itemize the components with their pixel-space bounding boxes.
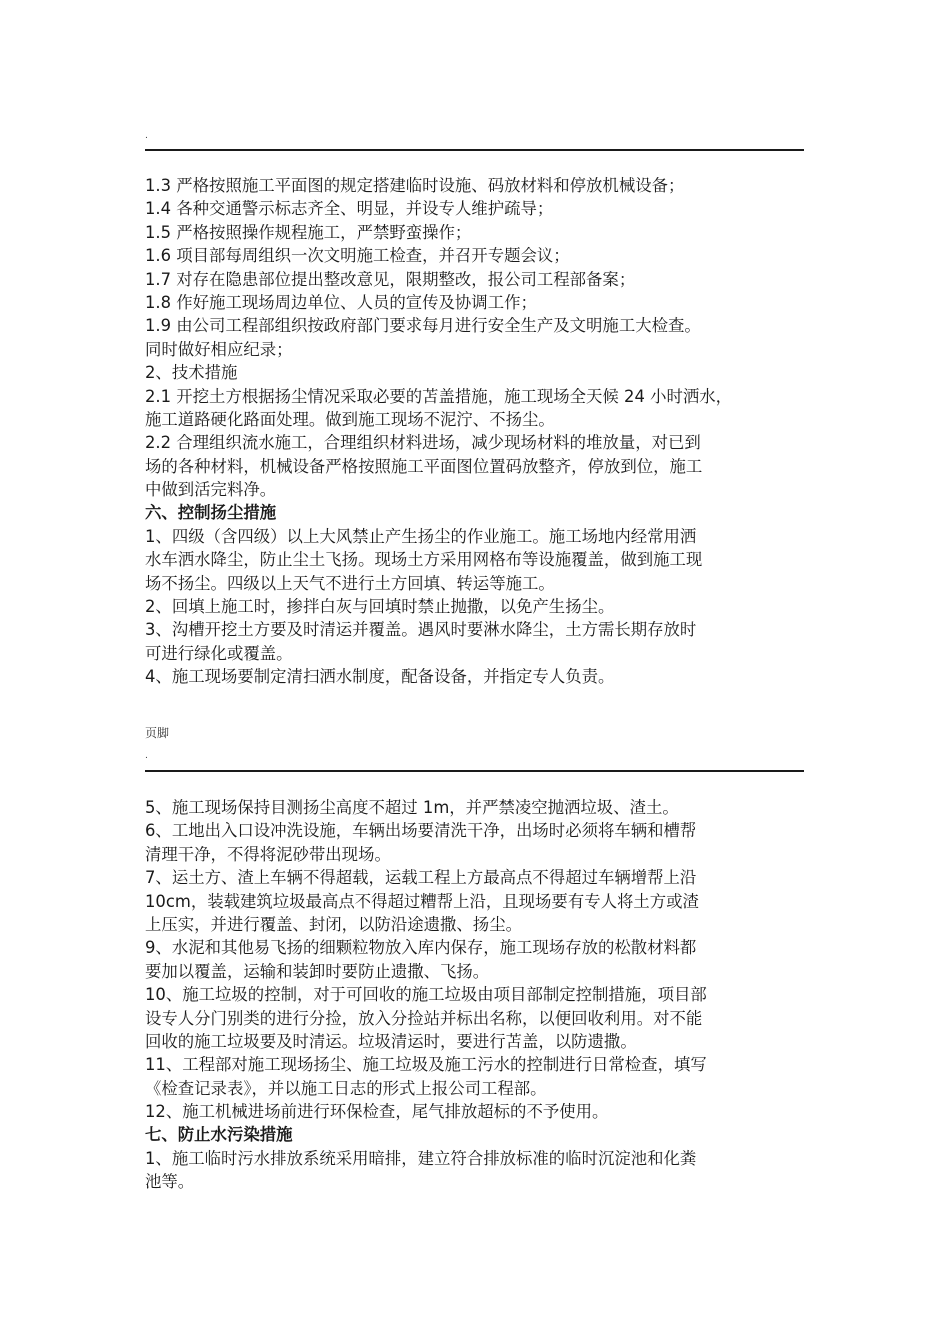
text-line: 4、施工现场要制定清扫洒水制度，配备设备，并指定专人负责。: [145, 667, 615, 687]
text-line: 7、运土方、渣上车辆不得超载，运载工程上方最高点不得超过车辆增帮上沿: [145, 868, 697, 888]
text-line: 同时做好相应纪录；: [145, 339, 293, 359]
text-line: 9、水泥和其他易飞扬的细颗粒物放入库内保存，施工现场存放的松散材料都: [145, 938, 697, 958]
header-rule: [145, 770, 804, 772]
page2-body: [145, 796, 810, 1194]
text-line: 回收的施工垃圾要及时清运。垃圾清运时，要进行苫盖，以防遗撒。: [145, 1031, 637, 1051]
header-mark: .: [145, 751, 148, 761]
text-line: 施工道路硬化路面处理。做到施工现场不泥泞、不扬尘。: [145, 409, 555, 429]
header-mark: .: [145, 131, 148, 141]
text-line: 场的各种材料，机械设备严格按照施工平面图位置码放整齐，停放到位，施工: [145, 456, 703, 476]
text-line: 2.1 开挖土方根据扬尘情况采取必要的苫盖措施，施工现场全天候 24 小时洒水，: [145, 386, 733, 406]
text-line: 2、回填上施工时，掺拌白灰与回填时禁止抛撒，以免产生扬尘。: [145, 597, 615, 617]
footer-label: 页脚: [145, 726, 170, 740]
text-line: 1.8 作好施工现场周边单位、人员的宣传及协调工作；: [145, 292, 537, 312]
text-line: 10、施工垃圾的控制，对于可回收的施工垃圾由项目部制定控制措施，项目部: [145, 985, 707, 1005]
text-line: 场不扬尘。四级以上天气不进行土方回填、转运等施工。: [145, 573, 555, 593]
text-line: 3、沟槽开挖土方要及时清运并覆盖。遇风时要淋水降尘，土方需长期存放时: [145, 620, 697, 640]
text-line: 中做到活完料净。: [145, 480, 277, 500]
text-line: 清理干净，不得将泥砂带出现场。: [145, 844, 391, 864]
text-line: 11、工程部对施工现场扬尘、施工垃圾及施工污水的控制进行日常检查，填写: [145, 1055, 707, 1075]
text-line: 12、施工机械进场前进行环保检查，尾气排放超标的不予使用。: [145, 1102, 609, 1122]
text-line: 《检查记录表》，并以施工日志的形式上报公司工程部。: [145, 1078, 547, 1098]
text-line: 6、工地出入口设冲洗设施，车辆出场要清洗干净，出场时必须将车辆和槽帮: [145, 821, 697, 841]
text-line: 2、技术措施: [145, 363, 238, 383]
text-line: 5、施工现场保持目测扬尘高度不超过 1m，并严禁凌空抛洒垃圾、渣土。: [145, 798, 679, 817]
header-rule: [145, 149, 804, 151]
text-line: 1.9 由公司工程部组织按政府部门要求每月进行安全生产及文明施工大检查。: [145, 316, 701, 336]
text-line: 要加以覆盖，运输和装卸时要防止遗撒、飞扬。: [145, 961, 490, 981]
text-line: 1、施工临时污水排放系统采用暗排，建立符合排放标准的临时沉淀池和化粪: [145, 1148, 697, 1168]
text-line: 1.7 对存在隐患部位提出整改意见，限期整改，报公司工程部备案；: [145, 269, 636, 289]
text-line: 1、四级（含四级）以上大风禁止产生扬尘的作业施工。施工场地内经常用洒: [145, 526, 697, 546]
text-line: 设专人分门别类的进行分捡，放入分捡站并标出名称，以便回收利用。对不能: [145, 1008, 703, 1028]
text-line: 2.2 合理组织流水施工，合理组织材料进场，减少现场材料的堆放量，对已到: [145, 433, 701, 453]
page1-body: [145, 174, 810, 689]
text-line: 池等。: [145, 1172, 195, 1192]
text-line: 1.3 严格按照施工平面图的规定搭建临时设施、码放材料和停放机械设备；: [145, 176, 685, 195]
text-line: 10cm，装载建筑垃圾最高点不得超过糟帮上沿，且现场要有专人将土方或渣: [145, 891, 699, 911]
section-heading: 七、防止水污染措施: [145, 1125, 293, 1145]
section-heading: 六、控制扬尘措施: [145, 503, 277, 523]
text-line: 上压实，并进行覆盖、封闭，以防沿途遗撒、扬尘。: [145, 914, 522, 934]
text-line: 1.6 项目部每周组织一次文明施工检查，并召开专题会议；: [145, 246, 570, 266]
text-line: 1.5 严格按照操作规程施工，严禁野蛮操作；: [145, 222, 472, 242]
text-line: 水车洒水降尘，防止尘土飞扬。现场土方采用网格布等设施覆盖，做到施工现: [145, 550, 703, 570]
text-line: 可进行绿化或覆盖。: [145, 643, 293, 663]
text-line: 1.4 各种交通警示标志齐全、明显，并设专人维护疏导；: [145, 199, 554, 219]
